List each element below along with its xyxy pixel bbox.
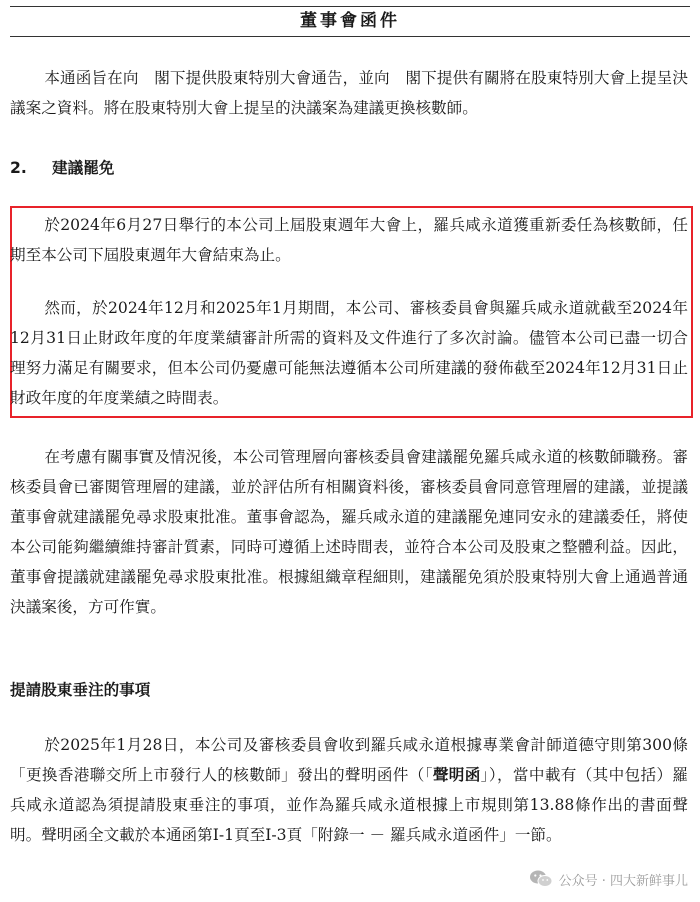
highlighted-paragraph-1: 於2024年6月27日舉行的本公司上屆股東週年大會上，羅兵咸永道獲重新委任為核數師，任期至本公司下屆股東週年大會結束為止。 [10, 216, 688, 264]
statement-text-part-2: 」），當中載有（其中包括）羅兵咸永道認為須提請股東垂注的事項，並作為羅兵咸永道根據上市規則第13.88條作出的書面聲明。聲明函全文載於本通函第I-1頁至I-3頁「附錄一 － 羅兵咸永道函件」一節。 [10, 766, 688, 844]
statement-letter-paragraph [10, 730, 688, 850]
intro-paragraph: 本通函旨在向 閣下提供股東特別大會通告，並向 閣下提供有關將在股東特別大會上提呈決議案之資料。將在股東特別大會上提呈的決議案為建議更換核數師。 [10, 69, 688, 117]
watermark [529, 868, 688, 890]
watermark-text: 公众号 · 四大新鲜事儿 [558, 873, 688, 889]
section-2-heading [10, 153, 114, 183]
wechat-icon [529, 869, 553, 889]
page-title: 董事會函件 [300, 11, 400, 31]
statement-letter-term: 聲明函 [432, 766, 481, 784]
recommendation-paragraph: 在考慮有關事實及情況後，本公司管理層向審核委員會建議罷免羅兵咸永道的核數師職務。審核委員會已審閱管理層的建議，並於評估所有相關資料後，審核委員會同意管理層的建議，並提議董事會就建議罷免尋求股東批准。董事會認為，羅兵咸永道的建議罷免連同安永的建議委任，將使本公司能夠繼續維持審計質素，同時可遵循上述時間表，並符合本公司及股東之整體利益。因此，董事會提議就建議罷免尋求股東批准。根據組織章程細則，建議罷免須於股東特別大會上通過普通決議案後，方可作實。 [10, 448, 688, 616]
header-rule-bottom [10, 36, 690, 37]
highlighted-paragraph-2: 然而，於2024年12月和2025年1月期間，本公司、審核委員會與羅兵咸永道就截至2024年12月31日止財政年度的年度業績審計所需的資料及文件進行了多次討論。儘管本公司已盡一切合理努力滿足有關要求，但本公司仍憂慮可能無法遵循本公司所建議的發佈截至2024年12月31日止財政年度的年度業績之時間表。 [10, 299, 688, 407]
statement-text-part-1: 於2025年1月28日，本公司及審核委員會收到羅兵咸永道根據專業會計師道德守則第300條「更換香港聯交所上市發行人的核數師」發出的聲明函件（「 [10, 736, 688, 784]
section-number: 2. [10, 159, 27, 177]
section-title: 建議罷免 [52, 159, 115, 177]
attention-heading: 提請股東垂注的事項 [10, 681, 151, 699]
